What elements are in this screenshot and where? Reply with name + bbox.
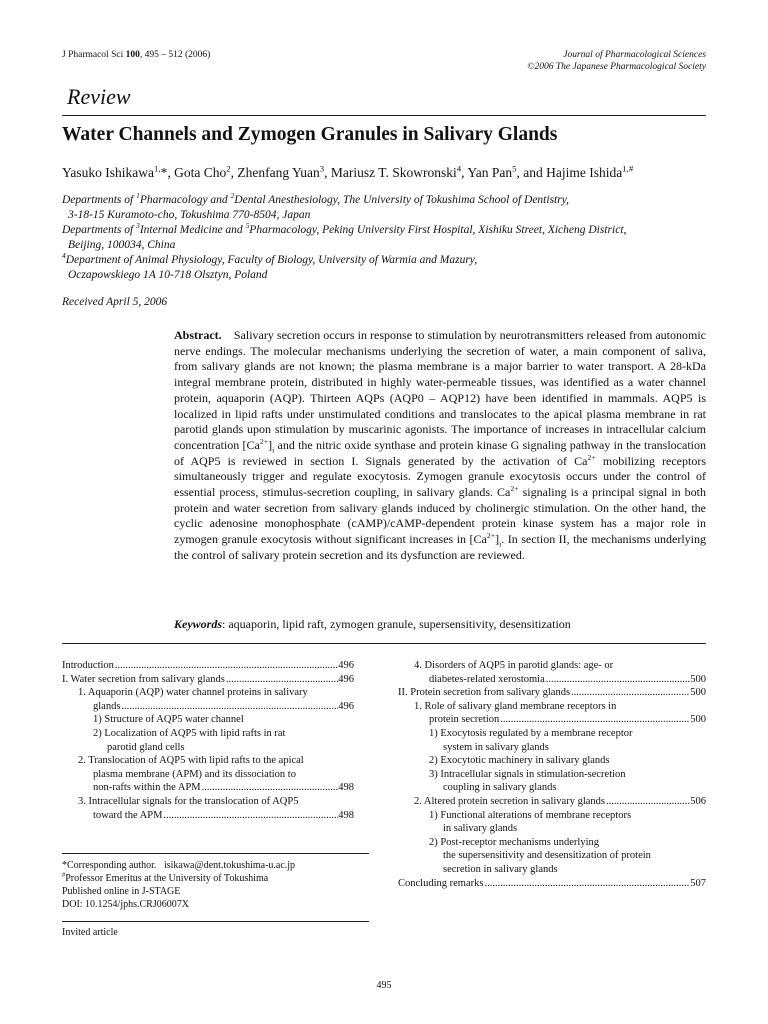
- footnotes: [62, 859, 295, 911]
- toc-entry-text: 4. Disorders of AQP5 in parotid glands: age- or: [414, 660, 614, 671]
- toc-entry-text: 2) Localization of AQP5 with lipid rafts in rat: [93, 727, 286, 739]
- corresponding-mark: *: [160, 165, 168, 180]
- footnote-rule: [62, 853, 369, 854]
- toc-leader-dots: [545, 673, 691, 687]
- article-title: Water Channels and Zymogen Granules in Salivary Glands: [62, 124, 558, 145]
- toc-entry-text: I. Water secretion from salivary glands: [62, 673, 225, 685]
- author-affiliation-mark: 1,#: [622, 163, 634, 174]
- toc-entry: [398, 727, 706, 741]
- toc-entry-text: 1) Exocytosis regulated by a membrane receptor: [429, 727, 633, 739]
- toc-entry: [398, 781, 706, 795]
- toc-entry: [62, 659, 354, 673]
- toc-leader-dots: [499, 713, 690, 727]
- toc-entry-text: II. Protein secretion from salivary glands: [398, 687, 571, 699]
- toc-entry: [62, 741, 354, 755]
- toc-leader-dots: [162, 809, 338, 823]
- toc-page-number: 496: [338, 660, 354, 671]
- author-separator: , and: [516, 165, 547, 180]
- corresponding-author: *Corresponding author. isikawa@dent.tokushima-u.ac.jp: [62, 860, 296, 871]
- keywords-label: Keywords: [174, 617, 222, 631]
- toc-page-number: 496: [338, 700, 354, 712]
- toc-entry: [62, 700, 354, 714]
- toc-entry-text: toward the APM: [93, 809, 163, 821]
- author-affiliation-mark: 2: [226, 163, 231, 174]
- toc-entry-text: non-rafts within the APM: [93, 782, 201, 794]
- author-affiliation-mark: 4: [456, 163, 462, 174]
- toc-entry: [398, 822, 706, 836]
- toc-entry-text: 2. Altered protein secretion in salivary glands: [414, 795, 605, 807]
- toc-entry: [398, 741, 706, 755]
- toc-entry-text: plasma membrane (APM) and its dissociation to: [93, 768, 296, 780]
- author-name: Gota Cho: [174, 165, 227, 180]
- toc-entry: [398, 836, 706, 850]
- toc-entry: [62, 768, 354, 782]
- author-separator: ,: [230, 165, 238, 180]
- toc-entry-text: Concluding remarks: [398, 877, 484, 889]
- toc-entry-text: glands: [93, 700, 121, 712]
- emeritus-note: #Professor Emeritus at the University of Tokushima: [62, 871, 269, 884]
- toc-entry: [398, 809, 706, 823]
- citation-journal: J Pharmacol Sci: [62, 50, 124, 60]
- author-name: Zhenfang Yuan: [237, 165, 320, 180]
- author-separator: ,: [167, 165, 175, 180]
- toc-entry-text: Introduction: [62, 660, 114, 671]
- footnote-rule-2: [62, 921, 369, 922]
- toc-entry-text: 1. Aquaporin (AQP) water channel proteins in salivary: [78, 687, 308, 699]
- toc-entry-text: 1) Functional alterations of membrane receptors: [429, 809, 632, 821]
- table-of-contents-right: [398, 659, 706, 890]
- toc-leader-dots: [201, 781, 339, 795]
- toc-entry-text: 2. Translocation of AQP5 with lipid rafts to the apical: [78, 755, 304, 767]
- citation-volume: 100: [125, 50, 140, 60]
- author-affiliation-mark: 1,: [154, 163, 161, 174]
- page-number: 495: [376, 980, 392, 991]
- toc-entry-text: 1) Structure of AQP5 water channel: [93, 714, 244, 726]
- author-name: Yasuko Ishikawa: [62, 165, 155, 180]
- author-email: isikawa@dent.tokushima-u.ac.jp: [163, 860, 296, 871]
- toc-page-number: 500: [690, 673, 706, 685]
- author-affiliation-mark: 5: [512, 163, 517, 174]
- affiliation-3: $^4$Department of Animal Physiology, Faculty of Biology, University of Warmia and Mazury,: [62, 251, 478, 266]
- toc-entry: [398, 700, 706, 714]
- toc-entry: [398, 849, 706, 863]
- affiliation-2: Departments of $^3$Internal Medicine and $^5$Pharmacology, Peking University First Hospital, Xishiku Street, Xicheng District,: [62, 221, 627, 236]
- toc-entry-text: protein secretion: [429, 714, 500, 726]
- toc-page-number: 498: [338, 782, 354, 794]
- toc-entry: [62, 673, 354, 687]
- toc-leader-dots: [114, 659, 338, 673]
- toc-page-number: 496: [338, 673, 354, 685]
- toc-leader-dots: [570, 686, 690, 700]
- section-label: Review: [67, 84, 131, 109]
- toc-entry-text: 2) Exocytotic machinery in salivary glands: [429, 755, 610, 767]
- toc-entry: [62, 809, 354, 823]
- toc-entry: [398, 795, 706, 809]
- journal-name: Journal of Pharmacological Sciences: [563, 50, 706, 60]
- toc-page-number: 500: [690, 687, 706, 699]
- toc-entry: [398, 754, 706, 768]
- toc-entry: [398, 877, 706, 891]
- toc-top-rule: [62, 643, 706, 644]
- toc-entry-text: coupling in salivary glands: [443, 782, 557, 794]
- keywords-text: : aquaporin, lipid raft, zymogen granule, supersensitivity, desensitization: [222, 617, 571, 631]
- toc-entry: [62, 713, 354, 727]
- author-list: [62, 165, 633, 181]
- toc-entry: [398, 713, 706, 727]
- toc-entry: [62, 727, 354, 741]
- affiliation-3-address: Oczapowskiego 1A 10-718 Olsztyn, Poland: [68, 269, 268, 281]
- copyright-line: ©2006 The Japanese Pharmacological Society: [527, 62, 706, 72]
- keywords: [174, 617, 706, 632]
- invited-article: Invited article: [62, 927, 118, 938]
- doi: DOI: 10.1254/jphs.CRJ06007X: [62, 899, 189, 910]
- toc-entry-text: 3) Intracellular signals in stimulation-secretion: [429, 768, 626, 780]
- toc-leader-dots: [225, 673, 338, 687]
- published-online: Published online in J-STAGE: [62, 886, 181, 897]
- affiliation-1-address: 3-18-15 Kuramoto-cho, Tokushima 770-8504, Japan: [68, 209, 311, 221]
- toc-page-number: 500: [690, 714, 706, 726]
- toc-entry-text: 2) Post-receptor mechanisms underlying: [429, 836, 599, 848]
- toc-entry-text: the supersensitivity and desensitization of protein: [443, 850, 651, 862]
- toc-entry-text: secretion in salivary glands: [443, 863, 558, 875]
- header-rule: [62, 115, 706, 116]
- toc-entry-text: 3. Intracellular signals for the translocation of AQP5: [78, 795, 299, 807]
- toc-entry-text: parotid gland cells: [107, 741, 185, 753]
- toc-leader-dots: [483, 877, 690, 891]
- author-separator: ,: [324, 165, 331, 180]
- toc-page-number: 506: [690, 795, 706, 807]
- received-date: Received April 5, 2006: [62, 296, 168, 308]
- author-name: Mariusz T. Skowronski: [330, 165, 457, 180]
- toc-entry: [62, 754, 354, 768]
- toc-entry: [398, 659, 706, 673]
- toc-entry: [398, 768, 706, 782]
- toc-entry-text: system in salivary glands: [443, 741, 549, 753]
- toc-entry: [62, 781, 354, 795]
- author-affiliation-mark: 3: [319, 163, 325, 174]
- toc-leader-dots: [120, 700, 338, 714]
- toc-entry: [398, 673, 706, 687]
- citation-pages: , 495 – 512 (2006): [139, 50, 211, 60]
- author-name: Hajime Ishida: [546, 165, 623, 180]
- toc-entry-text: diabetes-related xerostomia: [429, 673, 545, 685]
- affiliations: [62, 193, 712, 283]
- toc-leader-dots: [605, 795, 690, 809]
- toc-page-number: 507: [690, 877, 706, 889]
- citation-line: [62, 49, 210, 61]
- author-name: Yan Pan: [467, 165, 513, 180]
- journal-header: [527, 49, 706, 73]
- toc-entry: [398, 863, 706, 877]
- author-separator: ,: [461, 165, 468, 180]
- abstract: Abstract. Salivary secretion occurs in response to stimulation by neurotransmitters released from autonomic nerve endings. The molecular mechanisms underlying the secretion of water, a main component of saliva, from salivary glands are not known; the plasma membrane is a major barrier to water transport. A 28-kDa integral membrane protein, distributed in highly water-permeable tissues, was identified as a water channel protein, aquaporin (AQP). Thirteen AQPs (AQP0 – AQP12) have been identified in mammals. AQP5 is localized in lipid rafts under unstimulated conditions and translocates to the apical plasma membrane in rat parotid glands upon stimulation by muscarinic agonists. The importance of increases in intracellular calcium concentration $[Ca^{2+}]_i$ and the nitric oxide synthase and protein kinase G signaling pathway in the translocation of AQP5 is reviewed in section I. Signals generated by the activation of $Ca^{2+}$ mobilizing receptors simultaneously trigger and regulate exocytosis. Zymogen granule exocytosis occurs under the control of essential process, stimulus-secretion coupling, in salivary glands. $Ca^{2+}$ signaling is a principal signal in both protein and water secretion from salivary glands induced by cholinergic stimulation. On the other hand, the cyclic adenosine monophosphate (cAMP)/cAMP-dependent protein kinase system has a major role in zymogen granule exocytosis without significant increases in $[Ca^{2+}]_i$. In section II, the mechanisms underlying the control of salivary protein secretion and its dysfunction are reviewed.: [174, 328, 706, 562]
- abstract-label: Abstract.: [174, 328, 222, 342]
- toc-entry: [62, 795, 354, 809]
- toc-entry: [62, 686, 354, 700]
- toc-entry-text: 1. Role of salivary gland membrane receptors in: [414, 700, 617, 712]
- toc-entry: [398, 686, 706, 700]
- toc-page-number: 498: [338, 809, 354, 821]
- affiliation-2-address: Beijing, 100034, China: [68, 239, 176, 251]
- affiliation-1: Departments of $^1$Pharmacology and $^2$Dental Anesthesiology, The University of Tokushima School of Dentistry,: [62, 191, 570, 206]
- toc-entry-text: in salivary glands: [443, 823, 518, 835]
- table-of-contents-left: [62, 659, 354, 822]
